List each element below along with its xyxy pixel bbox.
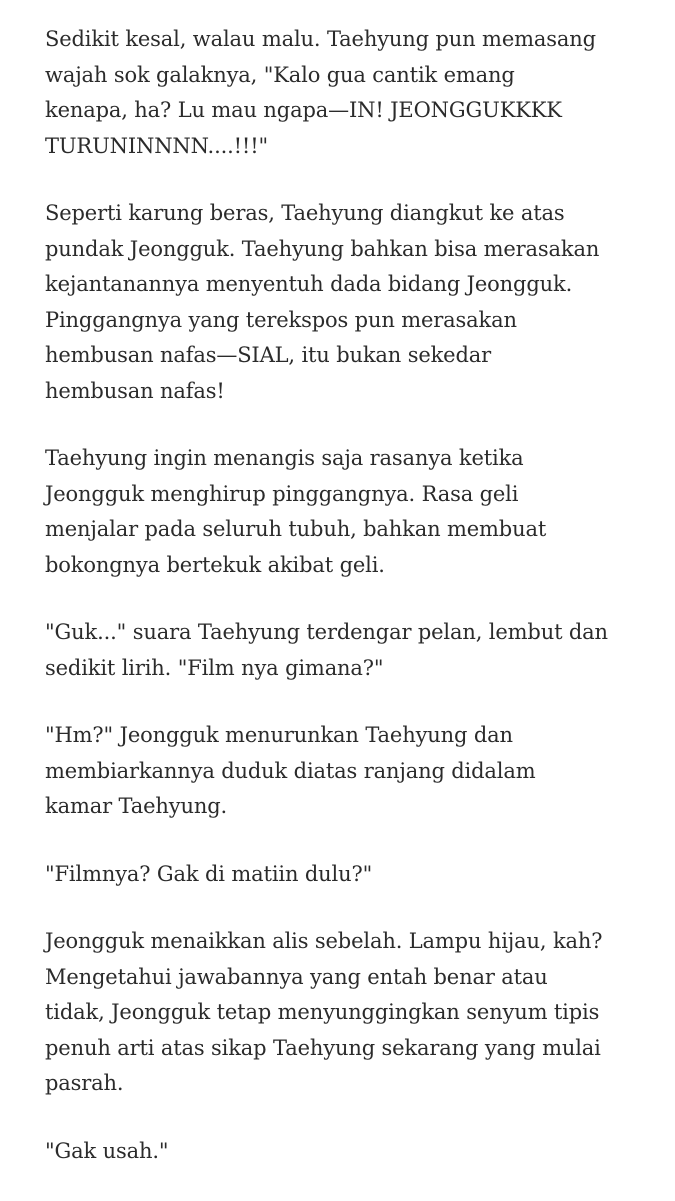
text-line: pasrah. bbox=[45, 1071, 124, 1095]
story-paragraph-5 bbox=[45, 718, 665, 825]
text-line: "Gak usah." bbox=[45, 1138, 169, 1163]
text-line: kenapa, ha? Lu mau ngapa—IN! JEONGGUKKKK bbox=[45, 98, 562, 122]
text-line: Pinggangnya yang terekspos pun merasakan bbox=[45, 307, 517, 332]
story-paragraph-7 bbox=[45, 924, 665, 1102]
text-line: wajah sok galaknya, "Kalo gua cantik emang bbox=[45, 62, 515, 87]
story-paragraph-3 bbox=[45, 441, 665, 583]
text-line: pundak Jeongguk. Taehyung bahkan bisa merasakan bbox=[45, 236, 600, 261]
text-line: kamar Taehyung. bbox=[45, 794, 228, 818]
story-paragraph-2 bbox=[45, 196, 665, 409]
story-paragraph-1 bbox=[45, 22, 665, 164]
text-line: Jeongguk menaikkan alis sebelah. Lampu hijau, kah? bbox=[45, 929, 603, 953]
text-line: kejantanannya menyentuh dada bidang Jeongguk. bbox=[45, 272, 573, 296]
text-line: "Filmnya? Gak di matiin dulu?" bbox=[45, 861, 373, 886]
text-line: TURUNINNNN....!!!" bbox=[45, 133, 269, 158]
text-line: Mengetahui jawabannya yang entah benar atau bbox=[45, 964, 548, 989]
text-line: bokongnya bertekuk akibat geli. bbox=[45, 552, 385, 577]
text-line: "Hm?" Jeongguk menurunkan Taehyung dan bbox=[45, 723, 513, 747]
text-line: Sedikit kesal, walau malu. Taehyung pun memasang bbox=[45, 27, 596, 51]
text-line: hembusan nafas! bbox=[45, 378, 225, 403]
text-line: penuh arti atas sikap Taehyung sekarang yang mulai bbox=[45, 1035, 601, 1060]
text-line: Seperti karung beras, Taehyung diangkut ke atas bbox=[45, 201, 565, 225]
text-line: sedikit lirih. "Film nya gimana?" bbox=[45, 655, 384, 680]
story-text bbox=[45, 22, 665, 1201]
text-line: membiarkannya duduk diatas ranjang didalam bbox=[45, 758, 536, 783]
text-line: Taehyung ingin menangis saja rasanya ketika bbox=[45, 446, 524, 470]
story-paragraph-8 bbox=[45, 1134, 665, 1170]
text-line: menjalar pada seluruh tubuh, bahkan membuat bbox=[45, 517, 547, 541]
story-paragraph-4 bbox=[45, 615, 665, 686]
text-line: hembusan nafas—SIAL, itu bukan sekedar bbox=[45, 343, 492, 367]
text-line: tidak, Jeongguk tetap menyunggingkan senyum tipis bbox=[45, 1000, 600, 1024]
text-line: Jeongguk menghirup pinggangnya. Rasa geli bbox=[45, 481, 519, 506]
story-paragraph-6 bbox=[45, 857, 665, 893]
text-line: "Guk..." suara Taehyung terdengar pelan, lembut dan bbox=[45, 620, 608, 644]
